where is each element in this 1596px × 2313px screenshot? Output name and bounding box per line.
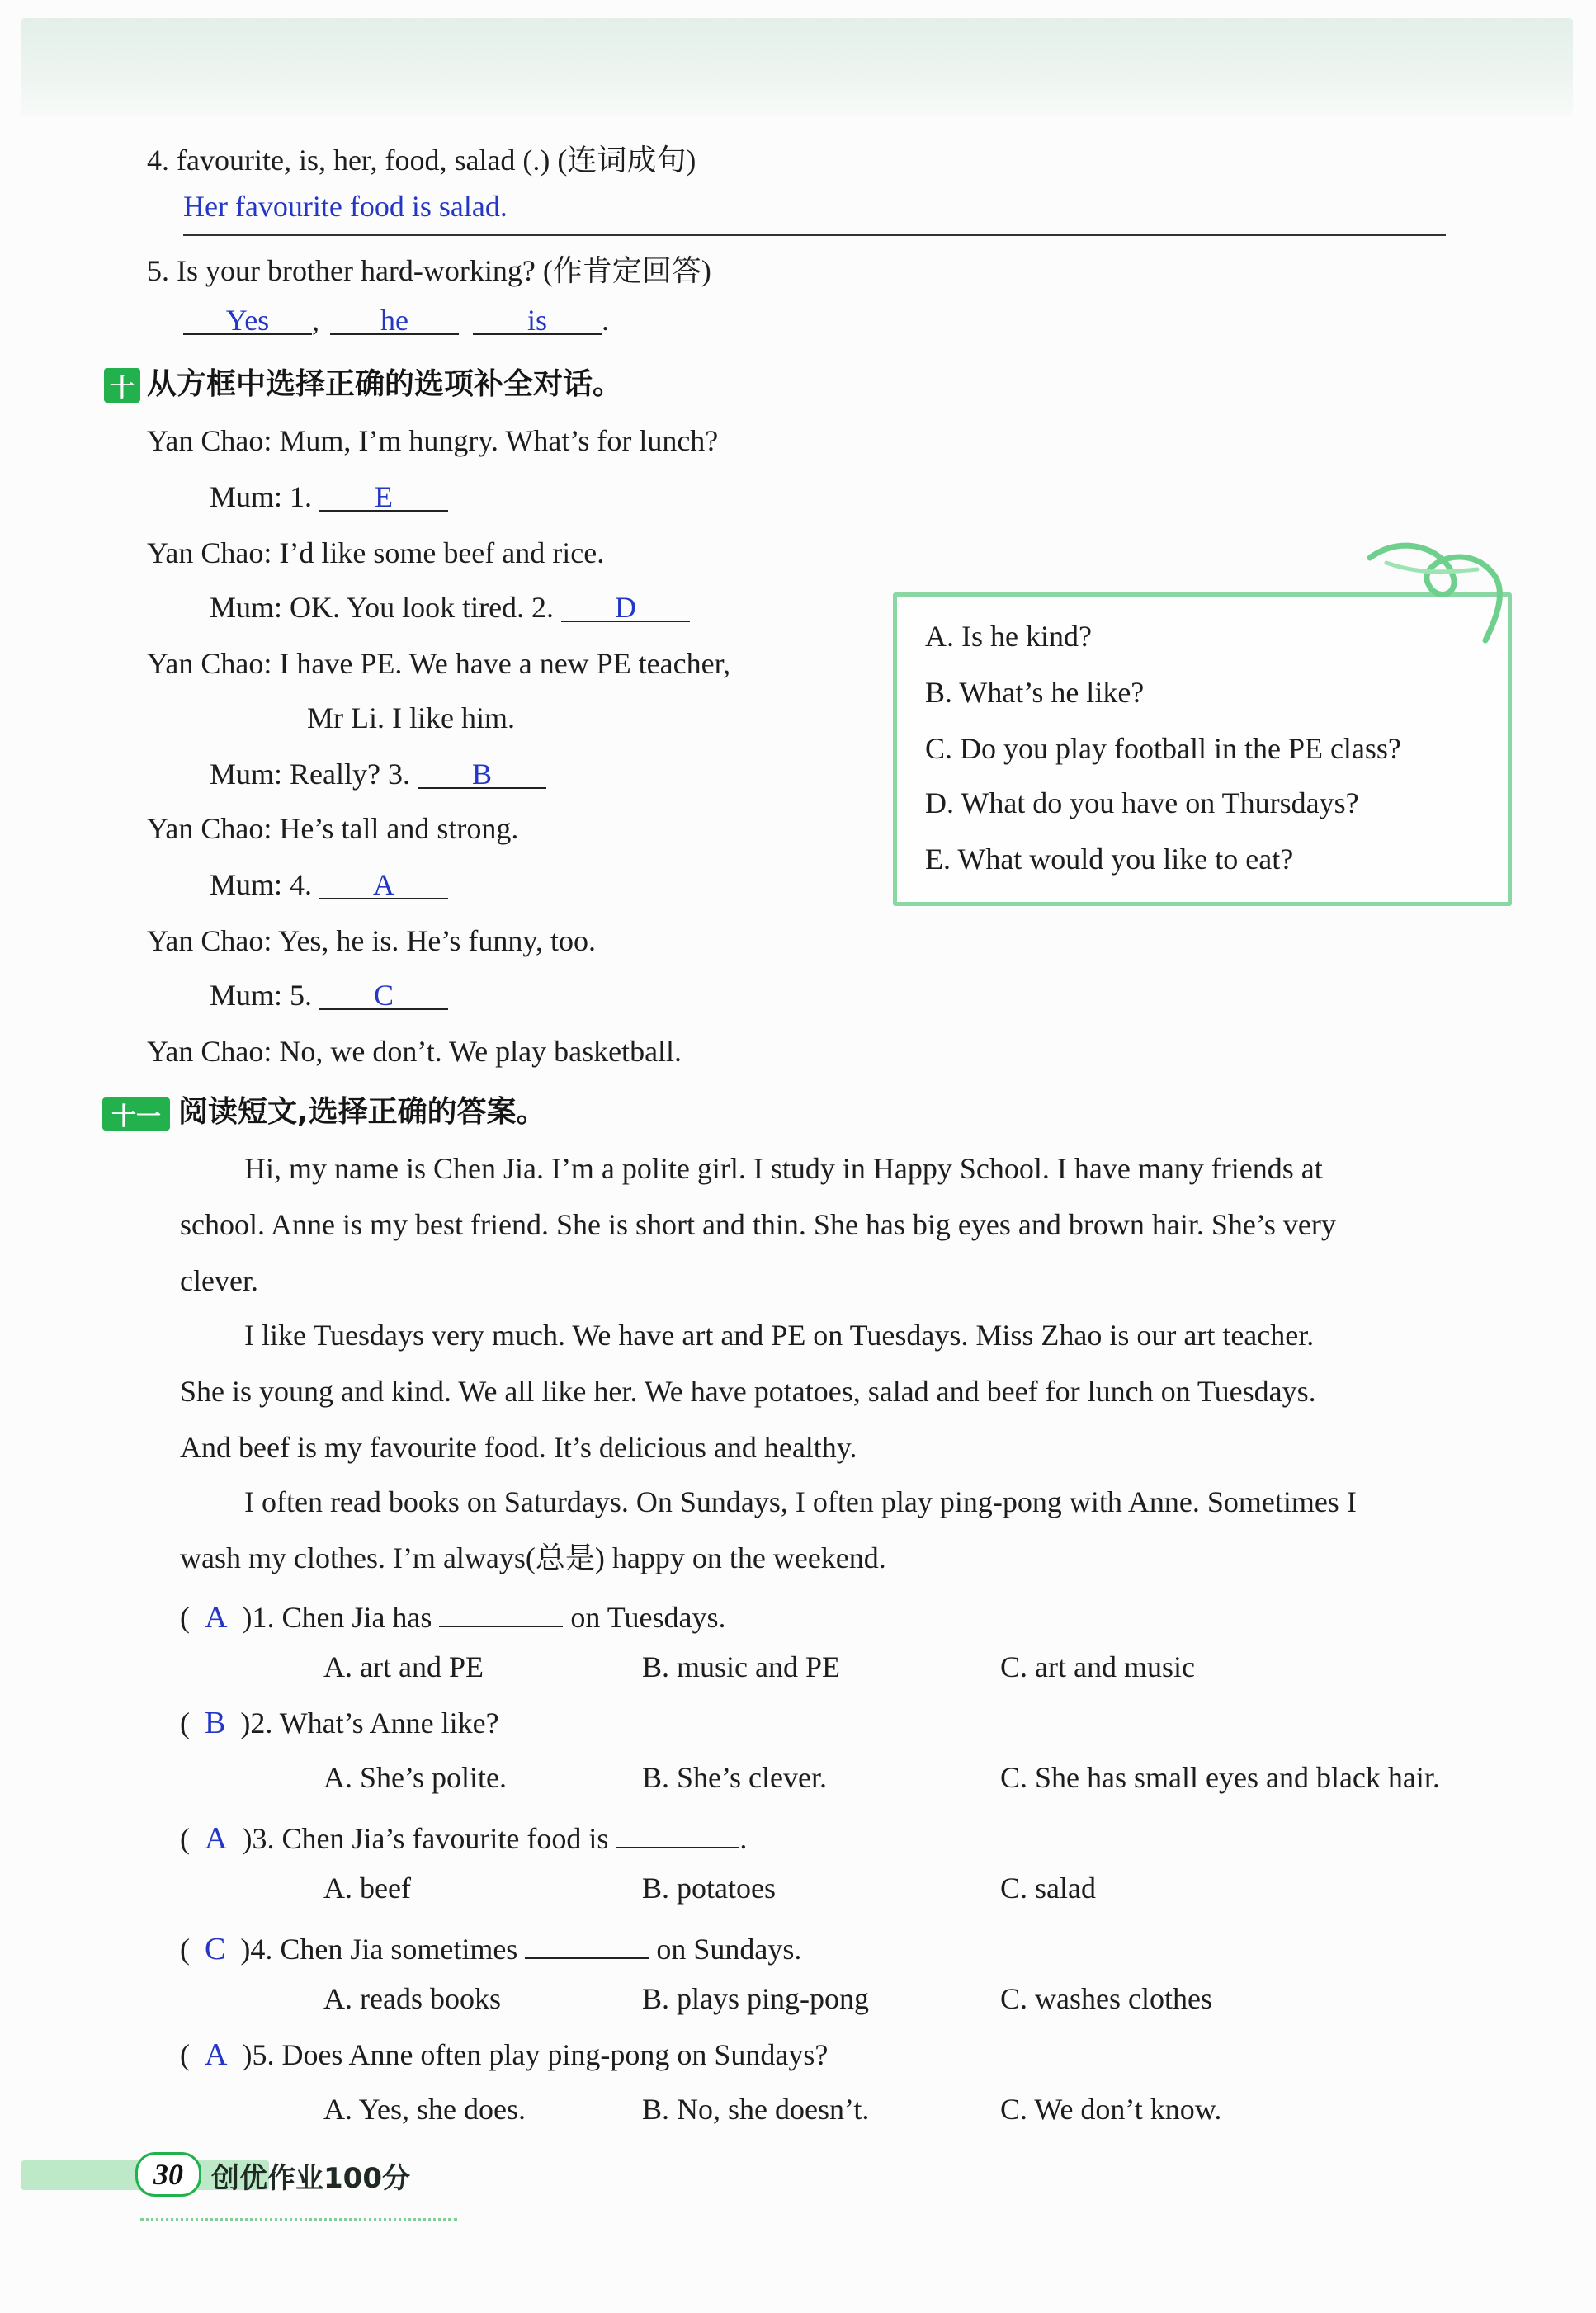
q5-option-b: B. No, she doesn’t. (642, 2093, 870, 2126)
dialogue-line-9 (210, 866, 448, 903)
question-3-stem: )3. Chen Jia’s favourite food is (242, 1822, 609, 1855)
dialogue-text: Mum, I’m hungry. What’s for lunch? (279, 424, 719, 457)
dialogue-blank-4[interactable]: A (319, 866, 448, 899)
speaker: Yan Chao: (147, 812, 272, 845)
dialogue-text: Really? 3. (290, 758, 410, 791)
dialogue-blank-5[interactable]: C (319, 977, 448, 1010)
dialogue-text: Mr Li. I like him. (307, 701, 515, 734)
dialogue-line-10 (147, 923, 596, 959)
q5-comma: , (312, 304, 319, 337)
question-3-stem-after: . (739, 1822, 748, 1855)
passage-p1-l2: school. Anne is my best friend. She is short and thin. She has big eyes and brown hair. She’s very (180, 1208, 1336, 1241)
section11-badge-label: 十一 (111, 1102, 161, 1131)
dialogue-line-2 (210, 479, 448, 515)
passage-p3-l1: I often read books on Saturdays. On Sundays, I often play ping-pong with Anne. Sometimes I (244, 1485, 1357, 1518)
question-2-answer[interactable]: B (205, 1706, 226, 1740)
q1-option-c: C. art and music (1000, 1650, 1195, 1683)
q5-answer-row (183, 302, 609, 338)
q4-answer: Her favourite food is salad. (183, 190, 508, 223)
dialogue-blank-1[interactable]: E (319, 479, 448, 512)
speaker: Yan Chao: (147, 924, 272, 957)
q4-option-c: C. washes clothes (1000, 1982, 1212, 2015)
question-3-blank[interactable] (616, 1815, 739, 1848)
option-c: C. Do you play football in the PE class? (925, 732, 1401, 765)
passage-p2-l1: I like Tuesdays very much. We have art and PE on Tuesdays. Miss Zhao is our art teacher. (244, 1319, 1315, 1352)
passage-p1-l1: Hi, my name is Chen Jia. I’m a polite girl. I study in Happy School. I have many friends at (244, 1152, 1323, 1185)
section10-badge-label: 十 (110, 374, 135, 403)
passage-p2-l2: She is young and kind. We all like her. We have potatoes, salad and beef for lunch on Tuesdays. (180, 1375, 1316, 1408)
question-5-stem: )5. Does Anne often play ping-pong on Sundays? (242, 2038, 829, 2071)
dialogue-line-4 (210, 589, 690, 625)
dialogue-line-5 (147, 645, 730, 682)
speaker: Mum: (210, 758, 283, 791)
dialogue-line-1 (147, 422, 718, 459)
passage-p2-l3: And beef is my favourite food. It’s delicious and healthy. (180, 1431, 857, 1464)
speaker: Yan Chao: (147, 424, 272, 457)
question-4-stem-after: on Sundays. (656, 1933, 802, 1966)
question-5-answer[interactable]: A (205, 2037, 228, 2072)
q2-option-c: C. She has small eyes and black hair. (1000, 1761, 1440, 1794)
q5-option-c: C. We don’t know. (1000, 2093, 1222, 2126)
dialogue-text: OK. You look tired. 2. (290, 591, 555, 624)
question-4-stem: )4. Chen Jia sometimes (240, 1933, 518, 1966)
dialogue-text: I’d like some beef and rice. (279, 536, 605, 569)
question-3: ( A )3. Chen Jia’s favourite food is . (180, 1815, 747, 1857)
q3-option-b: B. potatoes (642, 1872, 776, 1905)
section10-title: 从方框中选择正确的选项补全对话。 (147, 367, 623, 401)
question-5: ( A )5. Does Anne often play ping-pong on Sundays? (180, 2037, 829, 2072)
dialogue-line-3 (147, 535, 604, 571)
speaker: Mum: (210, 868, 283, 901)
q5-period: . (602, 304, 609, 337)
q5-blank-1[interactable]: Yes (183, 302, 312, 335)
dialogue-text: I have PE. We have a new PE teacher, (279, 647, 731, 680)
dialogue-text: He’s tall and strong. (279, 812, 519, 845)
speaker: Yan Chao: (147, 536, 272, 569)
question-3-answer[interactable]: A (205, 1821, 228, 1856)
q1-option-b: B. music and PE (642, 1650, 840, 1683)
q4-line (147, 142, 696, 178)
question-1: ( A )1. Chen Jia has on Tuesdays. (180, 1594, 725, 1636)
section10-badge (104, 368, 140, 403)
q2-option-b: B. She’s clever. (642, 1761, 827, 1794)
speaker: Mum: (210, 591, 283, 624)
q4-option-a: A. reads books (323, 1982, 501, 2015)
dialogue-text: 1. (290, 480, 313, 513)
book-title: 创优作业100分 (211, 2162, 410, 2195)
q5-prompt: Is your brother hard-working? (作肯定回答) (177, 254, 711, 287)
top-decorative-band (21, 18, 1573, 117)
question-2: ( B )2. What’s Anne like? (180, 1706, 499, 1740)
question-1-blank[interactable] (439, 1594, 563, 1627)
passage-p1-l3: clever. (180, 1264, 258, 1297)
option-b: B. What’s he like? (925, 676, 1145, 709)
speaker: Yan Chao: (147, 1035, 272, 1068)
question-1-stem: )1. Chen Jia has (242, 1601, 432, 1634)
q4-option-b: B. plays ping-pong (642, 1982, 869, 2015)
speaker: Yan Chao: (147, 647, 272, 680)
section11-badge (102, 1097, 170, 1131)
q5-blank-2[interactable]: he (330, 302, 459, 335)
footer-dotted-line (140, 2218, 457, 2221)
dialogue-line-12 (147, 1033, 682, 1069)
dialogue-blank-2[interactable]: D (561, 589, 690, 622)
dialogue-text: 4. (290, 868, 313, 901)
question-2-stem: )2. What’s Anne like? (240, 1706, 499, 1739)
ribbon-decoration-icon (1353, 525, 1518, 657)
q4-prompt: favourite, is, her, food, salad (.) (连词成句) (177, 144, 696, 177)
dialogue-text: Yes, he is. He’s funny, too. (278, 924, 597, 957)
dialogue-line-6 (307, 700, 515, 736)
dialogue-text: No, we don’t. We play basketball. (279, 1035, 682, 1068)
q1-option-a: A. art and PE (323, 1650, 484, 1683)
q5-blank-3[interactable]: is (473, 302, 602, 335)
dialogue-line-7 (210, 756, 546, 792)
passage-p3-l2: wash my clothes. I’m always(总是) happy on the weekend. (180, 1541, 886, 1574)
page-number: 30 (135, 2152, 201, 2197)
section11-title: 阅读短文,选择正确的答案。 (178, 1095, 546, 1129)
speaker: Mum: (210, 979, 283, 1012)
dialogue-blank-3[interactable]: B (418, 756, 546, 789)
dialogue-line-8 (147, 810, 518, 847)
question-1-stem-after: on Tuesdays. (570, 1601, 726, 1634)
question-4: ( C )4. Chen Jia sometimes on Sundays. (180, 1926, 801, 1967)
question-4-answer[interactable]: C (205, 1932, 226, 1966)
question-1-answer[interactable]: A (205, 1600, 228, 1635)
q3-option-c: C. salad (1000, 1872, 1096, 1905)
q4-answer-line (183, 234, 1446, 236)
option-a: A. Is he kind? (925, 620, 1092, 653)
option-e: E. What would you like to eat? (925, 843, 1294, 876)
q5-line (147, 253, 711, 289)
dialogue-text: 5. (290, 979, 313, 1012)
q2-option-a: A. She’s polite. (323, 1761, 507, 1794)
dialogue-line-11 (210, 977, 448, 1013)
q5-option-a: A. Yes, she does. (323, 2093, 526, 2126)
q5-number: 5. (147, 254, 169, 287)
q3-option-a: A. beef (323, 1872, 411, 1905)
q4-number: 4. (147, 144, 169, 177)
speaker: Mum: (210, 480, 283, 513)
question-4-blank[interactable] (525, 1926, 649, 1959)
option-d: D. What do you have on Thursdays? (925, 786, 1359, 819)
